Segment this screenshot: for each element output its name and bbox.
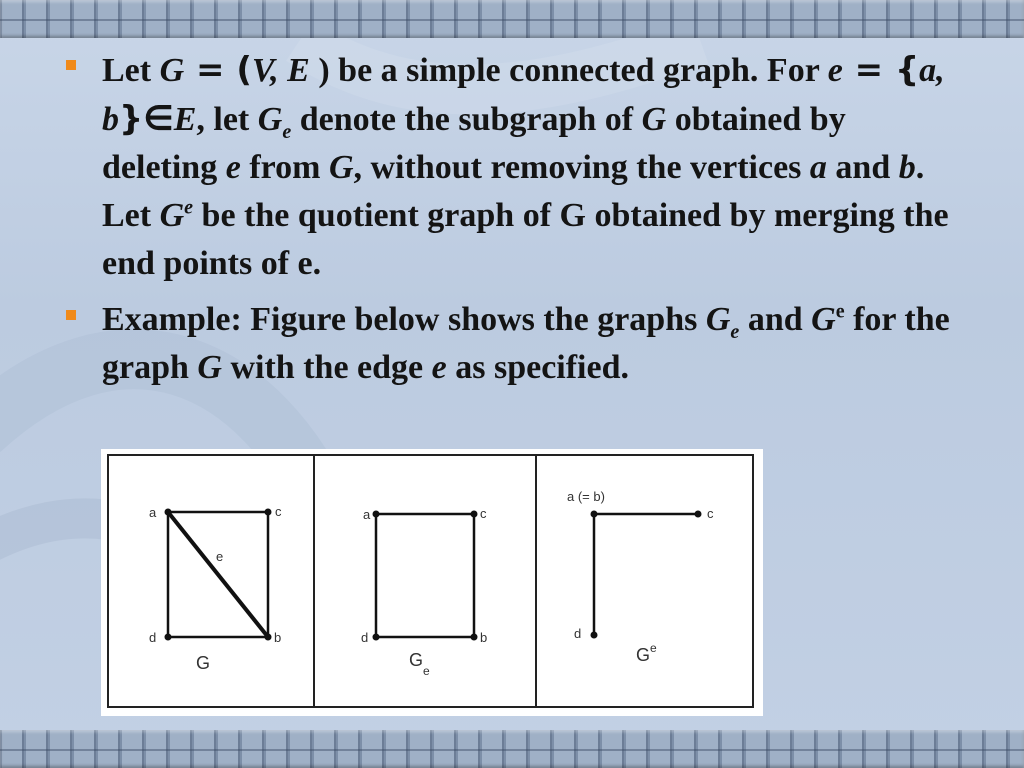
label-c: c	[480, 506, 487, 521]
caption-g: G	[636, 645, 651, 665]
caption-g: G	[409, 650, 424, 670]
top-border-strip	[0, 0, 1024, 38]
bullet-definition	[62, 46, 962, 288]
label-edge-e: e	[216, 549, 224, 564]
caption-sup-e: e	[650, 641, 657, 655]
vertex-b	[265, 634, 272, 641]
graph-figure	[101, 449, 763, 716]
panel-graph-g	[149, 504, 282, 673]
label-c: c	[707, 506, 714, 521]
vertex-a	[373, 511, 380, 518]
vertex-a	[165, 509, 172, 516]
label-ab: a (= b)	[567, 489, 605, 504]
edge-e	[168, 512, 268, 637]
vertex-d	[591, 632, 598, 639]
definition-text: Let G = (V, E ) be a simple connected graph. For e = {a, b}∈E, let $G_e$ denote the subgraph of G obtained by deleting e from G, without removing the vertices a and b. Let $G^e$ be the quotient graph of G obtained by merging the end points of e.	[102, 50, 949, 282]
panel-graph-g-sub-e	[361, 506, 487, 678]
vertex-d	[373, 634, 380, 641]
vertex-ab	[591, 511, 598, 518]
vertex-c	[695, 511, 702, 518]
label-c: c	[275, 504, 282, 519]
bullet-square-icon	[66, 60, 76, 70]
bullet-example	[62, 296, 962, 392]
label-d: d	[574, 626, 582, 641]
bullet-square-icon	[66, 310, 76, 320]
vertex-d	[165, 634, 172, 641]
vertex-c	[265, 509, 272, 516]
label-a: a	[149, 505, 157, 520]
label-d: d	[361, 630, 369, 645]
vertex-c	[471, 511, 478, 518]
caption-sub-e: e	[423, 664, 430, 678]
bottom-border-strip	[0, 730, 1024, 768]
example-text: Example: Figure below shows the graphs $G_e$ and $G^e$ for the graph G with the edge e as specified.	[102, 300, 950, 386]
slide-content	[62, 46, 962, 400]
graph-figure-svg	[101, 449, 763, 716]
label-d: d	[149, 630, 157, 645]
label-b: b	[480, 630, 488, 645]
caption-g: G	[196, 653, 211, 673]
label-b: b	[274, 630, 282, 645]
vertex-b	[471, 634, 478, 641]
label-a: a	[363, 507, 371, 522]
panel-graph-g-sup-e	[567, 489, 714, 665]
